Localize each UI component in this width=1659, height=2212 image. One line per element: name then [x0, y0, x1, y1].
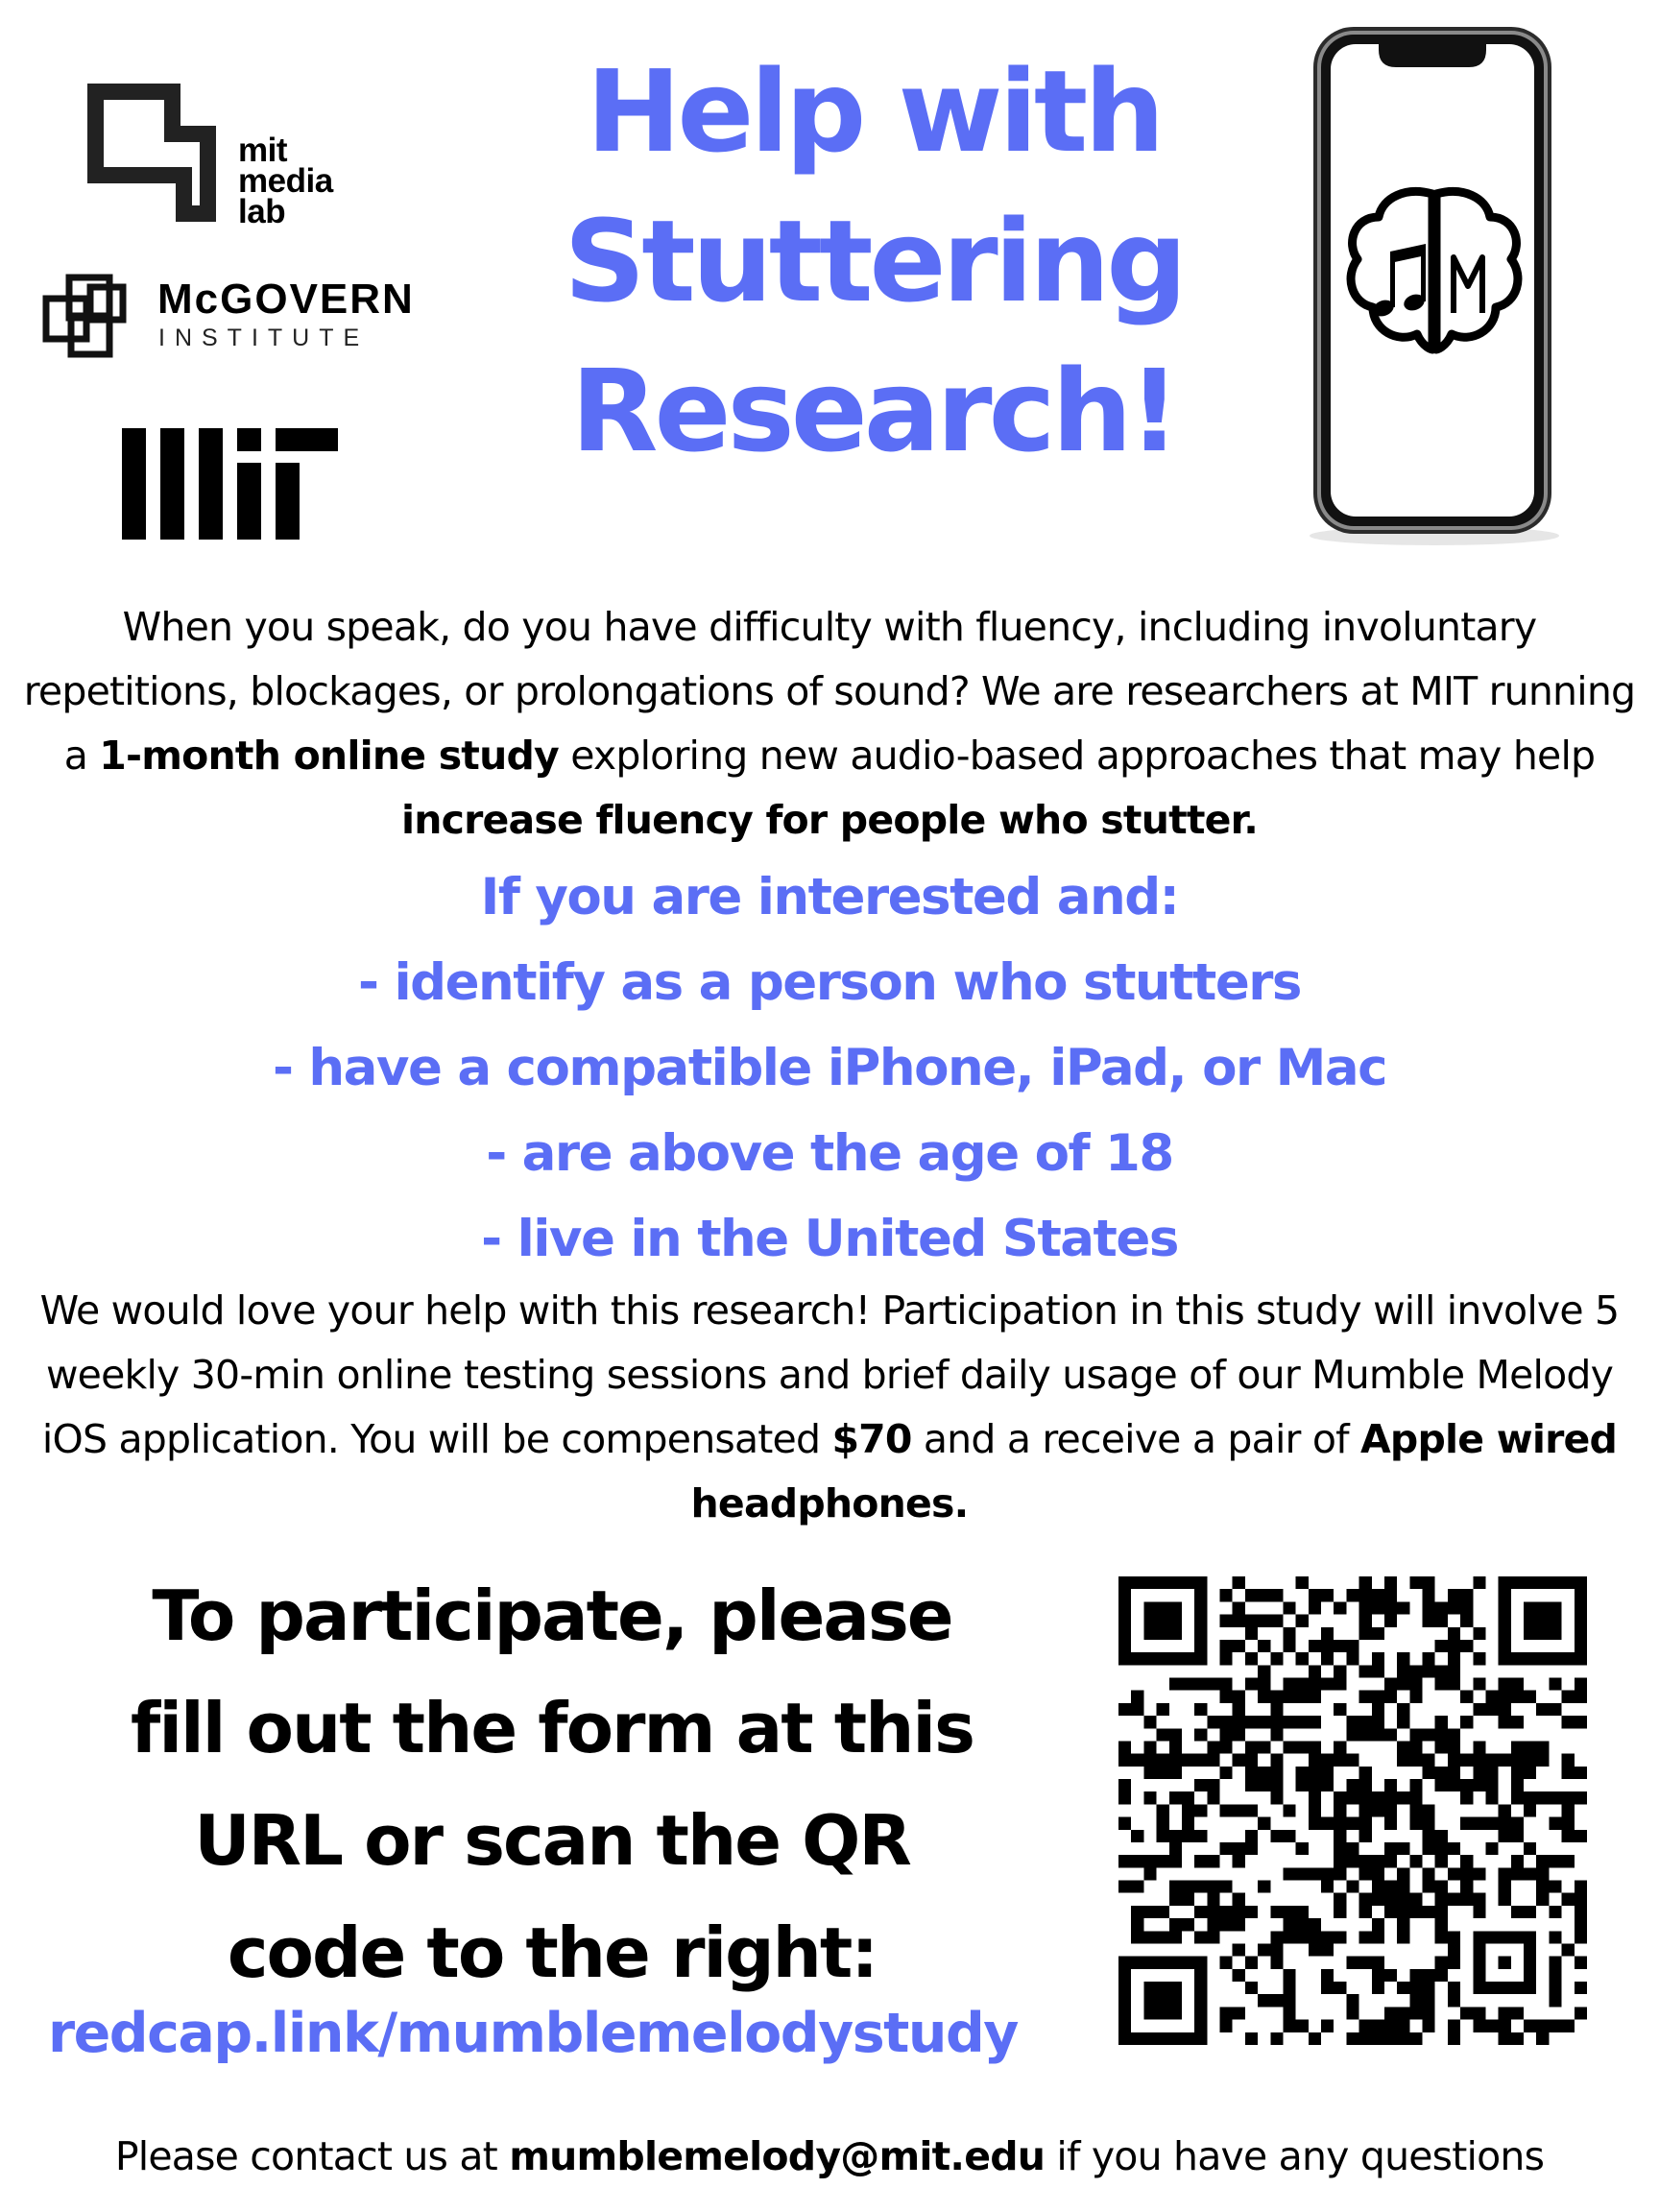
mit-logo [122, 428, 338, 540]
title-line-1: Help with [586, 45, 1162, 178]
criteria-list [0, 854, 1659, 1282]
contact-line [0, 2133, 1659, 2179]
mit-logo-icon [122, 428, 338, 540]
intro-paragraph [19, 595, 1640, 853]
intro-bold-fluency: increase fluency for people who stutter. [400, 797, 1259, 843]
participation-text-2: and a receive a pair of [911, 1416, 1360, 1462]
contact-text-2: if you have any questions [1045, 2133, 1545, 2179]
media-lab-mark-icon [84, 81, 219, 225]
media-lab-text-1: mit [238, 132, 287, 169]
call-to-action [67, 1560, 1037, 2009]
contact-text-1: Please contact us at [114, 2133, 510, 2179]
intro-text-2: exploring new audio-based approaches that may help [558, 733, 1596, 779]
cta-line-2: fill out the form at this [131, 1688, 974, 1768]
media-lab-logo [84, 81, 363, 230]
page-title [499, 36, 1248, 486]
participation-paragraph [12, 1279, 1647, 1536]
criteria-item: - live in the United States [481, 1210, 1178, 1268]
study-url-link[interactable]: redcap.link/mumblemelodystudy [48, 2002, 1018, 2065]
mcgovern-mark-icon [42, 274, 129, 358]
compensation-amount: $70 [831, 1416, 912, 1462]
qr-code-icon [1118, 1576, 1587, 2045]
criteria-item: - have a compatible iPhone, iPad, or Mac [272, 1039, 1387, 1097]
cta-line-3: URL or scan the QR [194, 1800, 910, 1881]
phone-illustration [1290, 25, 1578, 549]
title-line-3: Research! [570, 345, 1177, 477]
headphones-text: Apple wired headphones. [690, 1416, 1618, 1527]
contact-email-link[interactable]: mumblemelody@mit.edu [509, 2133, 1046, 2179]
cta-line-1: To participate, please [152, 1575, 952, 1656]
cta-line-4: code to the right: [227, 1912, 878, 1993]
title-line-2: Stuttering [564, 195, 1184, 327]
mcgovern-sub: INSTITUTE [158, 325, 370, 351]
mcgovern-name: McGOVERN [157, 276, 415, 323]
media-lab-text-3: lab [238, 193, 286, 230]
criteria-item: - are above the age of 18 [486, 1124, 1173, 1183]
media-lab-text-2: media [238, 162, 333, 200]
intro-text-1: When you speak, do you have difficulty with fluency, including involuntary repetitions, blockages, or prolongations of sound? We are researchers at MIT running a [23, 604, 1636, 779]
criteria-item: - identify as a person who stutters [358, 953, 1301, 1012]
phone-app-icon [1290, 25, 1578, 549]
mcgovern-logo [42, 271, 445, 357]
qr-code[interactable] [1118, 1576, 1587, 2045]
criteria-heading: If you are interested and: [480, 868, 1179, 926]
intro-bold-study: 1-month online study [99, 733, 559, 779]
participation-text-1: We would love your help with this research! Participation in this study will involve 5 weekly 30-min online testing sessions and brief daily usage of our Mumble Melody iOS application. You will be compensated [39, 1287, 1620, 1462]
